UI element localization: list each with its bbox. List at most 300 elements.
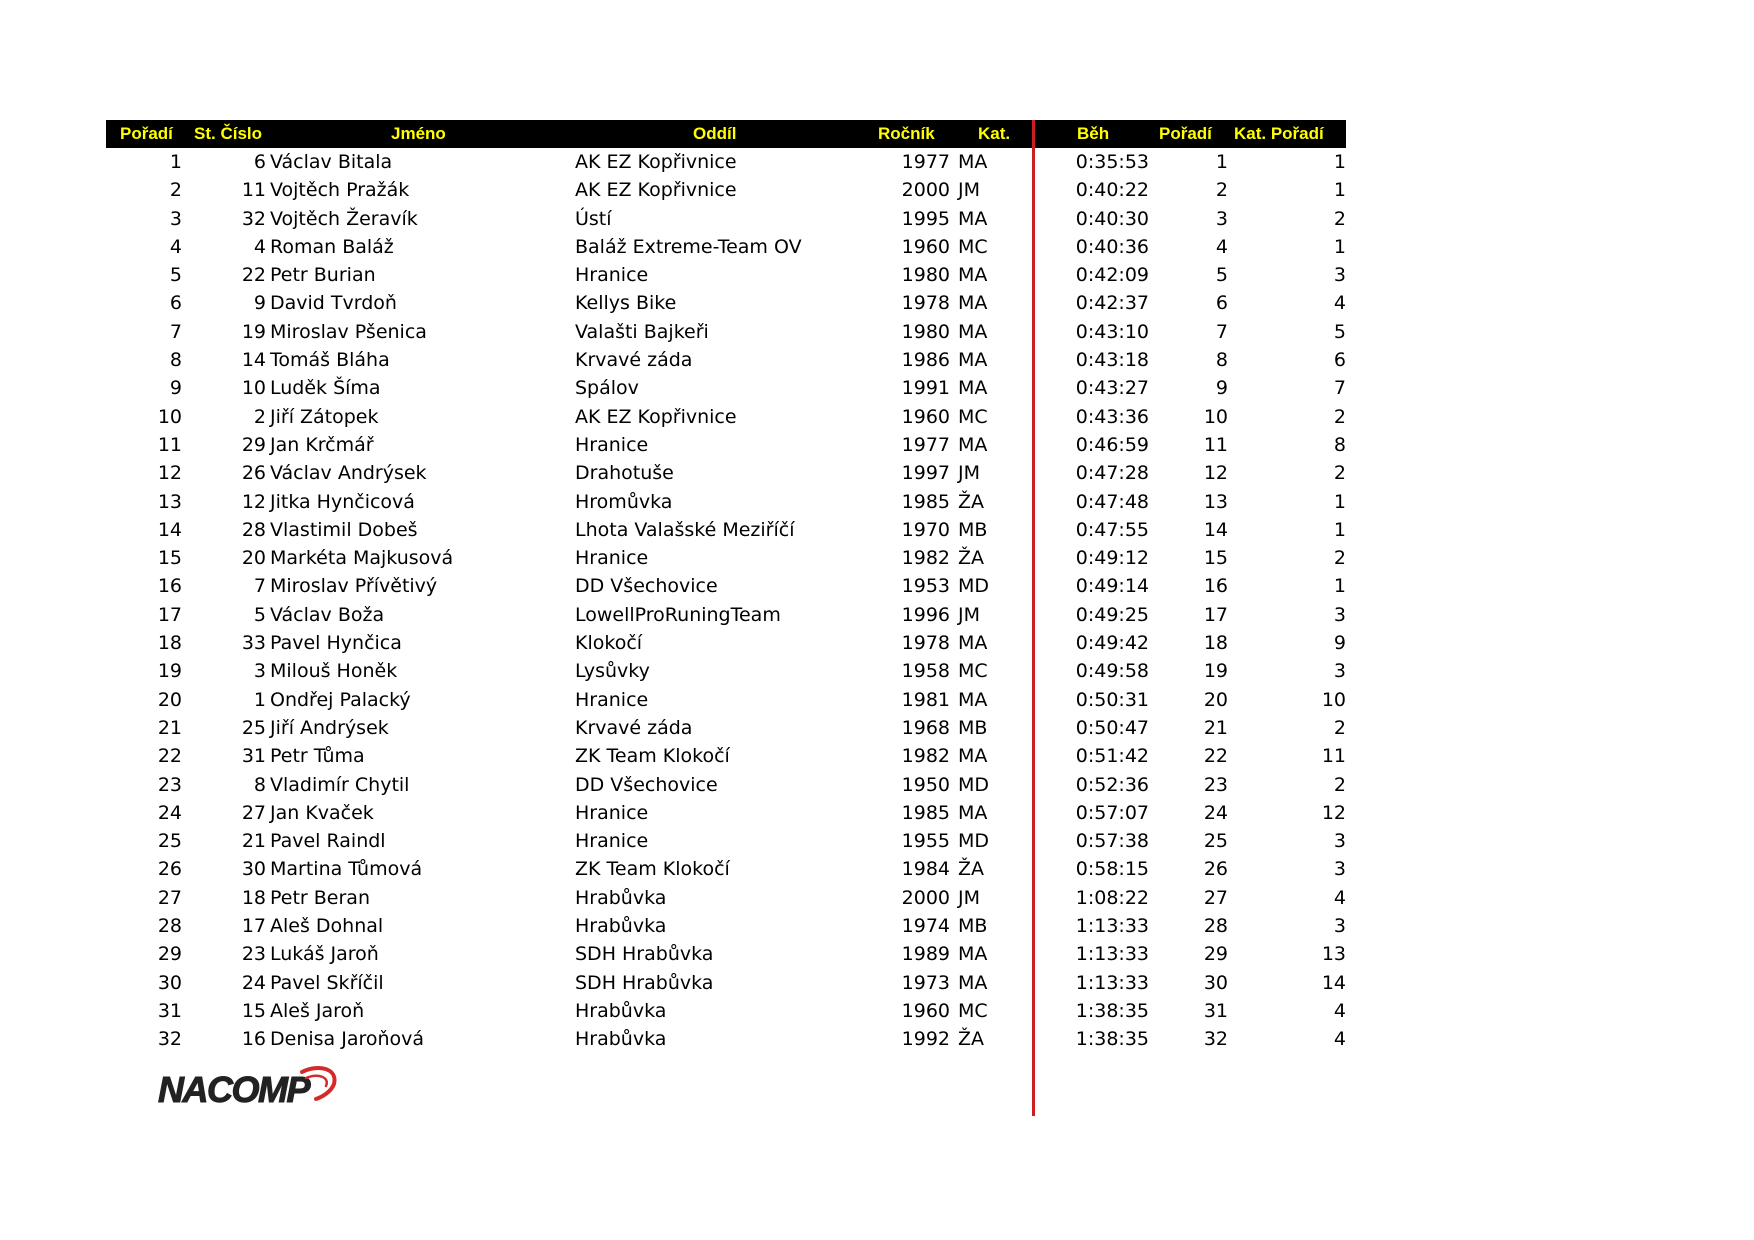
category-cell: MA [958,264,988,287]
bib-cell: 1 [253,688,266,711]
category-rank-cell: 12 [1321,801,1346,824]
table-row [106,488,1346,516]
category-rank-cell: 8 [1333,433,1346,456]
bib-cell: 31 [241,745,266,768]
table-row [106,374,1346,402]
category-rank-cell: 1 [1333,235,1346,258]
rank-cell: 25 [157,830,182,853]
club-cell: Hrabůvka [575,915,667,938]
name-cell: Vojtěch Pražák [270,179,410,202]
table-row [106,686,1346,714]
name-cell: Jiří Zátopek [270,405,379,428]
time-cell: 0:49:14 [1075,575,1149,598]
name-cell: Martina Tůmová [270,858,423,881]
rank-cell: 16 [157,575,182,598]
run-rank-cell: 9 [1215,377,1228,400]
bib-cell: 7 [253,575,266,598]
run-rank-cell: 16 [1203,575,1228,598]
bib-cell: 8 [253,773,266,796]
category-cell: MA [958,151,988,173]
club-cell: ZK Team Klokočí [575,858,730,881]
time-cell: 0:50:31 [1075,688,1149,711]
logo-wordmark: NACOMP [158,1069,309,1110]
category-rank-cell: 1 [1333,575,1346,598]
time-cell: 0:47:28 [1075,462,1149,485]
category-rank-cell: 4 [1333,1028,1346,1051]
name-cell: Denisa Jaroňová [270,1028,425,1051]
run-rank-cell: 4 [1215,235,1228,258]
rank-cell: 1 [169,151,182,173]
club-cell: Drahotuše [575,462,674,485]
rank-cell: 21 [157,716,182,739]
rank-cell: 4 [169,235,182,258]
table-row [106,771,1346,799]
time-cell: 0:40:30 [1075,207,1149,230]
name-cell: Roman Baláž [270,235,394,258]
name-cell: Aleš Jaroň [270,999,365,1022]
bib-cell: 12 [241,490,266,513]
category-cell: MA [958,292,988,315]
category-rank-cell: 3 [1333,858,1346,881]
time-cell: 0:35:53 [1075,151,1149,173]
rank-cell: 22 [157,745,182,768]
rank-cell: 7 [169,320,182,343]
bib-cell: 29 [241,433,266,456]
time-cell: 0:52:36 [1075,773,1149,796]
bib-cell: 25 [241,716,266,739]
run-rank-cell: 22 [1203,745,1228,768]
name-cell: Markéta Majkusová [270,547,454,570]
rank-cell: 26 [157,858,182,881]
category-rank-cell: 2 [1333,207,1346,230]
club-cell: Hrabůvka [575,999,667,1022]
table-row [106,459,1346,487]
name-cell: Petr Beran [270,886,370,909]
club-cell: Hranice [575,433,649,456]
name-cell: Pavel Skříčil [270,971,384,994]
table-row [106,205,1346,233]
category-rank-cell: 3 [1333,830,1346,853]
category-cell: MC [958,999,988,1022]
header-bib: St. Číslo [194,124,263,143]
header-run-rank: Pořadí [1159,124,1212,143]
bib-cell: 11 [241,179,266,202]
header-year: Ročník [878,124,935,143]
year-cell: 1982 [901,547,950,570]
table-row [106,148,1346,176]
year-cell: 1960 [901,405,950,428]
run-rank-cell: 2 [1215,179,1228,202]
rank-cell: 31 [157,999,182,1022]
name-cell: Miroslav Pšenica [270,320,427,343]
year-cell: 1991 [901,377,950,400]
club-cell: Lysůvky [575,660,650,683]
year-cell: 2000 [901,886,950,909]
table-row [106,799,1346,827]
club-cell: Kellys Bike [575,292,677,315]
category-rank-cell: 11 [1321,745,1346,768]
table-row [106,629,1346,657]
name-cell: Miroslav Přívětivý [270,575,438,598]
rank-cell: 29 [157,943,182,966]
year-cell: 1960 [901,999,950,1022]
table-row [106,289,1346,317]
category-cell: ŽA [958,1028,985,1051]
run-rank-cell: 5 [1215,264,1228,287]
year-cell: 1980 [901,320,950,343]
category-rank-cell: 2 [1333,547,1346,570]
rank-cell: 14 [157,518,182,541]
category-cell: MC [958,405,988,428]
year-cell: 1985 [901,801,950,824]
name-cell: Petr Tůma [270,745,365,768]
run-rank-cell: 10 [1203,405,1228,428]
category-rank-cell: 9 [1333,632,1346,655]
logo-swoosh-inner-icon [306,1076,327,1086]
name-cell: Václav Andrýsek [270,462,427,485]
header-run: Běh [1077,124,1110,143]
club-cell: SDH Hrabůvka [575,971,714,994]
category-cell: MA [958,377,988,400]
rank-cell: 23 [157,773,182,796]
year-cell: 1997 [901,462,950,485]
year-cell: 1978 [901,292,950,315]
time-cell: 0:43:27 [1075,377,1149,400]
table-row [106,544,1346,572]
run-rank-cell: 6 [1215,292,1228,315]
club-cell: DD Všechovice [575,575,718,598]
rank-cell: 24 [157,801,182,824]
time-cell: 0:57:07 [1075,801,1149,824]
rank-cell: 9 [169,377,182,400]
club-cell: LowellProRuningTeam [575,603,781,626]
category-rank-cell: 3 [1333,603,1346,626]
category-cell: MD [958,830,990,853]
run-rank-cell: 17 [1203,603,1228,626]
time-cell: 0:47:48 [1075,490,1149,513]
table-row [106,714,1346,742]
rank-cell: 18 [157,632,182,655]
category-rank-cell: 2 [1333,716,1346,739]
bib-cell: 9 [253,292,266,315]
club-cell: Hranice [575,801,649,824]
bib-cell: 5 [253,603,266,626]
category-rank-cell: 3 [1333,660,1346,683]
name-cell: Vladimír Chytil [270,773,410,796]
year-cell: 1974 [901,915,950,938]
name-cell: Pavel Raindl [270,830,386,853]
rank-cell: 12 [157,462,182,485]
bib-cell: 21 [241,830,266,853]
rank-cell: 2 [169,179,182,202]
name-cell: Václav Boža [270,603,385,626]
category-rank-cell: 14 [1321,971,1346,994]
bib-cell: 3 [253,660,266,683]
name-cell: Václav Bitala [270,151,393,173]
rank-cell: 13 [157,490,182,513]
year-cell: 1978 [901,632,950,655]
category-rank-cell: 1 [1333,490,1346,513]
table-row [106,940,1346,968]
time-cell: 0:58:15 [1075,858,1149,881]
time-cell: 1:13:33 [1075,971,1149,994]
table-row [106,403,1346,431]
time-cell: 0:40:22 [1075,179,1149,202]
rank-cell: 27 [157,886,182,909]
year-cell: 2000 [901,179,950,202]
bib-cell: 10 [241,377,266,400]
run-rank-cell: 19 [1203,660,1228,683]
time-cell: 1:13:33 [1075,943,1149,966]
club-cell: Klokočí [575,632,643,655]
rank-cell: 10 [157,405,182,428]
category-rank-cell: 6 [1333,349,1346,372]
table-row [106,855,1346,883]
table-header [106,120,1346,148]
rank-cell: 30 [157,971,182,994]
rank-cell: 6 [169,292,182,315]
rank-cell: 5 [169,264,182,287]
table-row [106,318,1346,346]
name-cell: Ondřej Palacký [270,688,411,711]
time-cell: 0:43:10 [1075,320,1149,343]
bib-cell: 26 [241,462,266,485]
category-cell: JM [958,603,980,626]
category-rank-cell: 3 [1333,264,1346,287]
name-cell: Tomáš Bláha [270,349,390,372]
run-rank-cell: 3 [1215,207,1228,230]
bib-cell: 32 [241,207,266,230]
time-cell: 0:42:37 [1075,292,1149,315]
club-cell: ZK Team Klokočí [575,745,730,768]
bib-cell: 15 [241,999,266,1022]
category-cell: MA [958,433,988,456]
time-cell: 0:49:42 [1075,632,1149,655]
year-cell: 1996 [901,603,950,626]
category-cell: JM [958,886,980,909]
year-cell: 1973 [901,971,950,994]
club-cell: Hranice [575,264,649,287]
table-row [106,884,1346,912]
year-cell: 1980 [901,264,950,287]
time-cell: 1:38:35 [1075,1028,1149,1051]
run-rank-cell: 31 [1203,999,1228,1022]
bib-cell: 23 [241,943,266,966]
run-rank-cell: 18 [1203,632,1228,655]
run-rank-cell: 13 [1203,490,1228,513]
category-cell: MA [958,688,988,711]
results-table [106,120,1346,1054]
year-cell: 1984 [901,858,950,881]
name-cell: Jitka Hynčicová [270,490,415,513]
time-cell: 0:49:25 [1075,603,1149,626]
table-row [106,346,1346,374]
run-rank-cell: 11 [1203,433,1228,456]
bib-cell: 2 [253,405,266,428]
rank-cell: 15 [157,547,182,570]
club-cell: Hranice [575,830,649,853]
run-rank-cell: 28 [1203,915,1228,938]
run-rank-cell: 12 [1203,462,1228,485]
time-cell: 0:40:36 [1075,235,1149,258]
year-cell: 1977 [901,433,950,456]
time-cell: 0:51:42 [1075,745,1149,768]
name-cell: Jan Kvaček [270,801,374,824]
category-rank-cell: 1 [1333,179,1346,202]
category-rank-cell: 2 [1333,405,1346,428]
time-cell: 1:08:22 [1075,886,1149,909]
run-rank-cell: 15 [1203,547,1228,570]
table-row [106,233,1346,261]
category-cell: MA [958,801,988,824]
time-cell: 0:57:38 [1075,830,1149,853]
year-cell: 1955 [901,830,950,853]
year-cell: 1960 [901,235,950,258]
year-cell: 1950 [901,773,950,796]
table-row [106,657,1346,685]
club-cell: AK EZ Kopřivnice [575,405,737,428]
run-rank-cell: 1 [1215,151,1228,173]
run-rank-cell: 25 [1203,830,1228,853]
category-cell: MA [958,943,988,966]
club-cell: SDH Hrabůvka [575,943,714,966]
bib-cell: 4 [253,235,266,258]
category-cell: JM [958,462,980,485]
year-cell: 1995 [901,207,950,230]
category-rank-cell: 7 [1333,377,1346,400]
run-rank-cell: 14 [1203,518,1228,541]
club-cell: Hromůvka [575,490,673,513]
category-cell: MA [958,971,988,994]
column-divider [1032,120,1035,1116]
name-cell: David Tvrdoň [270,292,397,315]
club-cell: Baláž Extreme-Team OV [575,235,802,258]
club-cell: Hrabůvka [575,1028,667,1051]
nacomp-logo [156,1058,338,1114]
table-row [106,1025,1346,1053]
category-cell: MA [958,320,988,343]
table-row [106,516,1346,544]
time-cell: 0:50:47 [1075,716,1149,739]
time-cell: 0:42:09 [1075,264,1149,287]
bib-cell: 30 [241,858,266,881]
category-cell: ŽA [958,858,985,881]
run-rank-cell: 29 [1203,943,1228,966]
table-row [106,827,1346,855]
year-cell: 1982 [901,745,950,768]
time-cell: 0:43:36 [1075,405,1149,428]
table-row [106,997,1346,1025]
category-cell: ŽA [958,547,985,570]
header-club: Oddíl [693,124,737,143]
bib-cell: 33 [241,632,266,655]
name-cell: Jan Krčmář [270,433,374,456]
category-rank-cell: 4 [1333,292,1346,315]
category-cell: MA [958,745,988,768]
year-cell: 1977 [901,151,950,173]
run-rank-cell: 27 [1203,886,1228,909]
category-cell: MB [958,518,988,541]
rank-cell: 3 [169,207,182,230]
time-cell: 0:43:18 [1075,349,1149,372]
run-rank-cell: 24 [1203,801,1228,824]
category-rank-cell: 4 [1333,999,1346,1022]
category-cell: MA [958,207,988,230]
time-cell: 1:13:33 [1075,915,1149,938]
run-rank-cell: 30 [1203,971,1228,994]
bib-cell: 24 [241,971,266,994]
club-cell: Hranice [575,688,649,711]
table-row [106,601,1346,629]
table-row [106,431,1346,459]
time-cell: 0:47:55 [1075,518,1149,541]
category-rank-cell: 1 [1333,151,1346,173]
category-cell: MB [958,716,988,739]
name-cell: Jiří Andrýsek [270,716,389,739]
table-row [106,572,1346,600]
name-cell: Petr Burian [270,264,376,287]
bib-cell: 18 [241,886,266,909]
category-cell: MC [958,235,988,258]
name-cell: Aleš Dohnal [270,915,384,938]
club-cell: AK EZ Kopřivnice [575,151,737,173]
club-cell: Ústí [575,207,612,230]
category-cell: MC [958,660,988,683]
bib-cell: 20 [241,547,266,570]
table-row [106,742,1346,770]
header-category: Kat. [978,124,1011,143]
table-row [106,176,1346,204]
time-cell: 0:49:12 [1075,547,1149,570]
club-cell: Valašti Bajkeři [575,320,709,343]
category-rank-cell: 2 [1333,773,1346,796]
rank-cell: 8 [169,349,182,372]
club-cell: DD Všechovice [575,773,718,796]
category-rank-cell: 3 [1333,915,1346,938]
category-rank-cell: 2 [1333,462,1346,485]
year-cell: 1958 [901,660,950,683]
rank-cell: 19 [157,660,182,683]
category-rank-cell: 4 [1333,886,1346,909]
name-cell: Vojtěch Žeravík [270,207,418,230]
category-rank-cell: 13 [1321,943,1346,966]
club-cell: AK EZ Kopřivnice [575,179,737,202]
run-rank-cell: 7 [1215,320,1228,343]
run-rank-cell: 20 [1203,688,1228,711]
run-rank-cell: 26 [1203,858,1228,881]
run-rank-cell: 21 [1203,716,1228,739]
club-cell: Hranice [575,547,649,570]
bib-cell: 28 [241,518,266,541]
name-cell: Lukáš Jaroň [270,943,379,966]
time-cell: 0:49:58 [1075,660,1149,683]
time-cell: 0:46:59 [1075,433,1149,456]
year-cell: 1986 [901,349,950,372]
name-cell: Pavel Hynčica [270,632,402,655]
bib-cell: 14 [241,349,266,372]
time-cell: 1:38:35 [1075,999,1149,1022]
header-category-rank: Kat. Pořadí [1234,124,1324,143]
year-cell: 1970 [901,518,950,541]
header-rank: Pořadí [120,124,173,143]
club-cell: Krvavé záda [575,716,693,739]
name-cell: Milouš Honěk [270,660,398,683]
table-body [106,148,1346,1054]
category-cell: ŽA [958,490,985,513]
table-row [106,969,1346,997]
bib-cell: 17 [241,915,266,938]
rank-cell: 32 [157,1028,182,1051]
